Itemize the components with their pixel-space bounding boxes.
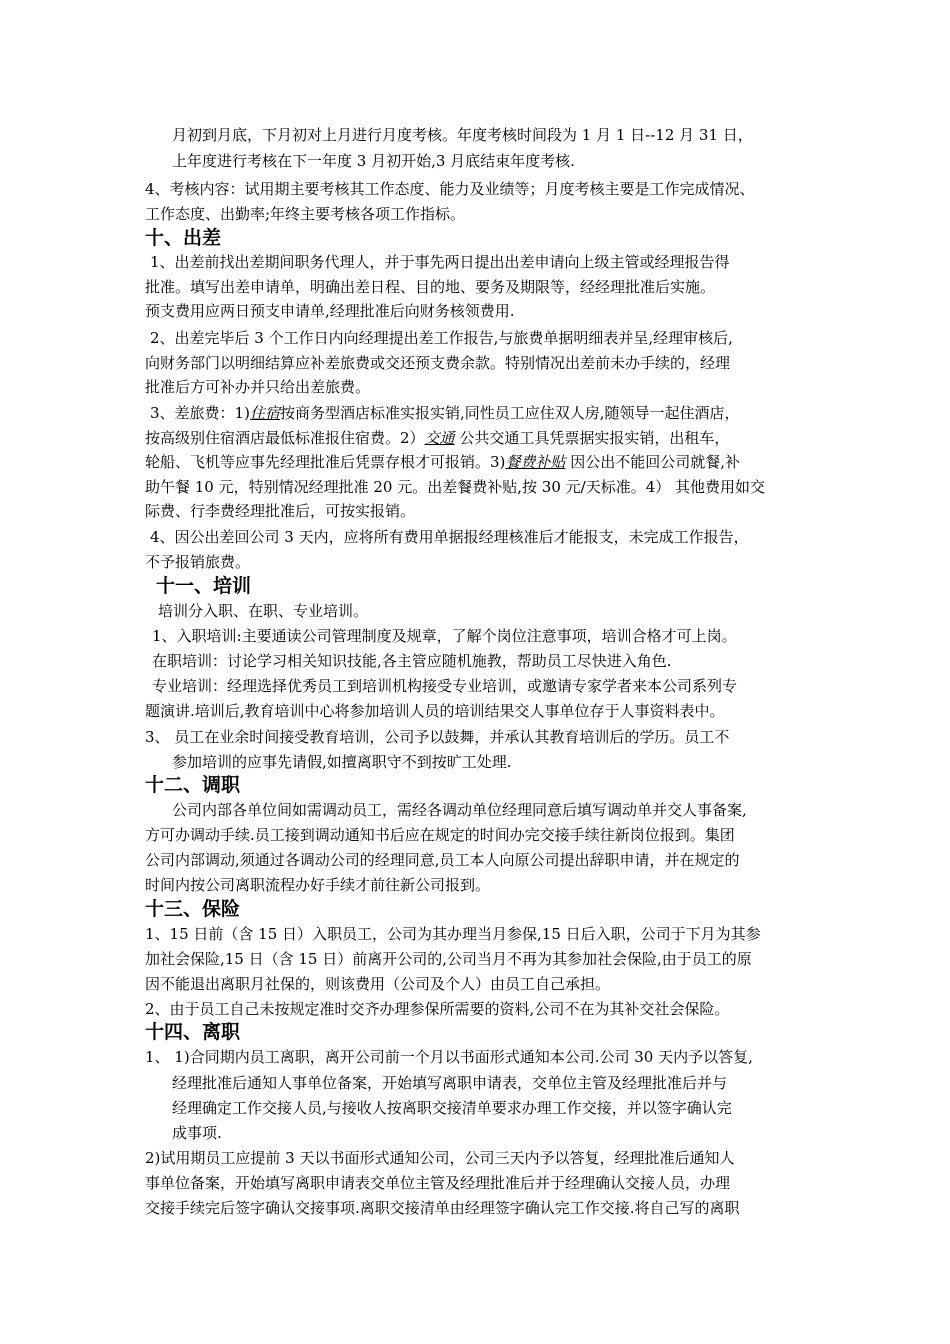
training-line-3: 在职培训：讨论学习相关知识技能,各主管应随机施教，帮助员工尽快进入角色.	[152, 652, 672, 670]
training-line-7: 参加培训的应事先请假,如擅离职守不到按旷工处理.	[172, 753, 512, 771]
trip-p3-transport: 交通	[424, 429, 455, 447]
resignation-line-1: 1、 1)合同期内员工离职，离开公司前一个月以书面形式通知本公司.公司 30 天内予以答复,	[145, 1048, 753, 1066]
trip-p2-line-2: 向财务部门以明细结算应补差旅费或交还预支费余款。特别情况出差前未办手续的，经理	[145, 354, 731, 372]
section-heading-resignation: 十四、离职	[145, 1021, 241, 1043]
section-heading-insurance: 十三、保险	[145, 898, 241, 920]
trip-p3-line-4: 助午餐 10 元，特别情况经理批准 20 元。出差餐费补贴,按 30 元/天标准。4） 其他费用如交	[145, 478, 766, 496]
trip-p1-line-2: 批准。填写出差申请单，明确出差日程、目的地、要务及期限等，经经理批准后实施。	[145, 278, 716, 296]
training-line-6: 3、 员工在业余时间接受教育培训，公司予以鼓舞，并承认其教育培训后的学历。员工不	[145, 728, 730, 746]
training-line-4: 专业培训：经理选择优秀员工到培训机构接受专业培训，或邀请专家学者来本公司系列专	[152, 677, 738, 695]
item4-line-2: 工作态度、出勤率;年终主要考核各项工作指标。	[145, 205, 466, 223]
resignation-line-6: 事单位备案，开始填写离职申请表交单位主管及经理批准后并于经理确认交接人员，办理	[145, 1174, 731, 1192]
trip-p2-line-3: 批准后方可补办并只给出差旅费。	[145, 378, 371, 396]
trip-p3-line-5: 际费、行李费经理批准后，可按实报销。	[145, 502, 416, 520]
intro-line-2: 上年度进行考核在下一年度 3 月初开始,3 月底结束年度考核.	[172, 152, 575, 170]
section-heading-business-trip: 十、出差	[145, 227, 222, 249]
transfer-line-1: 公司内部各单位间如需调动员工，需经各调动单位经理同意后填写调动单并交人事备案,	[172, 801, 747, 819]
resignation-line-2: 经理批准后通知人事单位备案，开始填写离职申请表，交单位主管及经理批准后并与	[172, 1074, 728, 1092]
trip-p1-line-3: 预支费用应两日预支申请单,经理批准后向财务核领费用.	[145, 302, 515, 320]
insurance-line-2: 加社会保险,15 日（含 15 日）前离开公司的,公司当月不再为其参加社会保险,由于员工的原	[145, 950, 752, 968]
trip-p3-meal-text: 因公出不能回公司就餐,补	[565, 453, 740, 471]
insurance-line-3: 因不能退出离职月社保的，则该费用（公司及个人）由员工自己承担。	[145, 975, 611, 993]
trip-p4-line-2: 不予报销旅费。	[145, 553, 251, 571]
resignation-line-5: 2)试用期员工应提前 3 天以书面形式通知公司，公司三天内予以答复，经理批准后通知人	[145, 1149, 735, 1167]
trip-p3-lodging: 住宿	[249, 404, 280, 422]
trip-p3-line3-text: 轮船、飞机等应事先经理批准后凭票存根才可报销。3)	[145, 453, 506, 471]
trip-p3-line-1	[150, 403, 740, 423]
trip-p3-line-2	[145, 428, 729, 448]
training-line-2: 1、入职培训:主要通读公司管理制度及规章，了解个岗位注意事项，培训合格才可上岗。	[152, 627, 737, 645]
section-heading-training: 十一、培训	[156, 575, 252, 597]
trip-p3-prefix: 3、差旅费：1)	[150, 404, 250, 422]
trip-p3-transport-text: 公共交通工具凭票据实报实销，出租车，	[454, 429, 730, 447]
section-heading-transfer: 十二、调职	[145, 774, 241, 796]
transfer-line-4: 时间内按公司离职流程办好手续才前往新公司报到。	[145, 876, 491, 894]
trip-p3-line2-text: 按高级别住宿酒店最低标准报住宿费。2）	[145, 429, 425, 447]
insurance-line-4: 2、由于员工自己未按规定准时交齐办理参保所需要的资料,公司不在为其补交社会保险。	[145, 1000, 730, 1018]
transfer-line-2: 方可办调动手续.员工接到调动通知书后应在规定的时间办完交接手续往新岗位报到。集团	[145, 826, 735, 844]
trip-p3-line-3	[145, 452, 740, 472]
resignation-line-3: 经理确定工作交接人员,与接收人按离职交接清单要求办理工作交接，并以签字确认完	[172, 1099, 732, 1117]
transfer-line-3: 公司内部调动,须通过各调动公司的经理同意,员工本人向原公司提出辞职申请，并在规定的	[145, 851, 740, 869]
resignation-line-7: 交接手续完后签字确认交接事项.离职交接清单由经理签字确认完工作交接.将自己写的离职	[145, 1199, 740, 1217]
trip-p3-lodging-text: 按商务型酒店标准实报实销,同性员工应住双人房,随领导一起住酒店，	[279, 404, 740, 422]
trip-p4-line-1: 4、因公出差回公司 3 天内，应将所有费用单据报经理核准后才能报支，未完成工作报告，	[150, 528, 749, 546]
item4-line-1: 4、考核内容：试用期主要考核其工作态度、能力及业绩等；月度考核主要是工作完成情况、	[145, 180, 755, 198]
intro-line-1: 月初到月底，下月初对上月进行月度考核。年度考核时间段为 1 月 1 日--12 月 31 日，	[172, 126, 753, 144]
trip-p2-line-1: 2、出差完毕后 3 个工作日内向经理提出差工作报告,与旅费单据明细表并呈,经理审核后,	[150, 329, 733, 347]
trip-p1-line-1: 1、出差前找出差期间职务代理人，并于事先两日提出出差申请向上级主管或经理报告得	[150, 253, 730, 271]
resignation-line-4: 成事项.	[172, 1124, 222, 1142]
trip-p3-meal-allowance: 餐费补贴	[505, 453, 566, 471]
insurance-line-1: 1、15 日前（含 15 日）入职员工，公司为其办理当月参保,15 日后入职，公司于下月为其参	[145, 925, 761, 943]
training-line-1: 培训分入职、在职、专业培训。	[158, 602, 369, 620]
training-line-5: 题演讲.培训后,教育培训中心将参加培训人员的培训结果交人事单位存于人事资料表中。	[145, 702, 725, 720]
